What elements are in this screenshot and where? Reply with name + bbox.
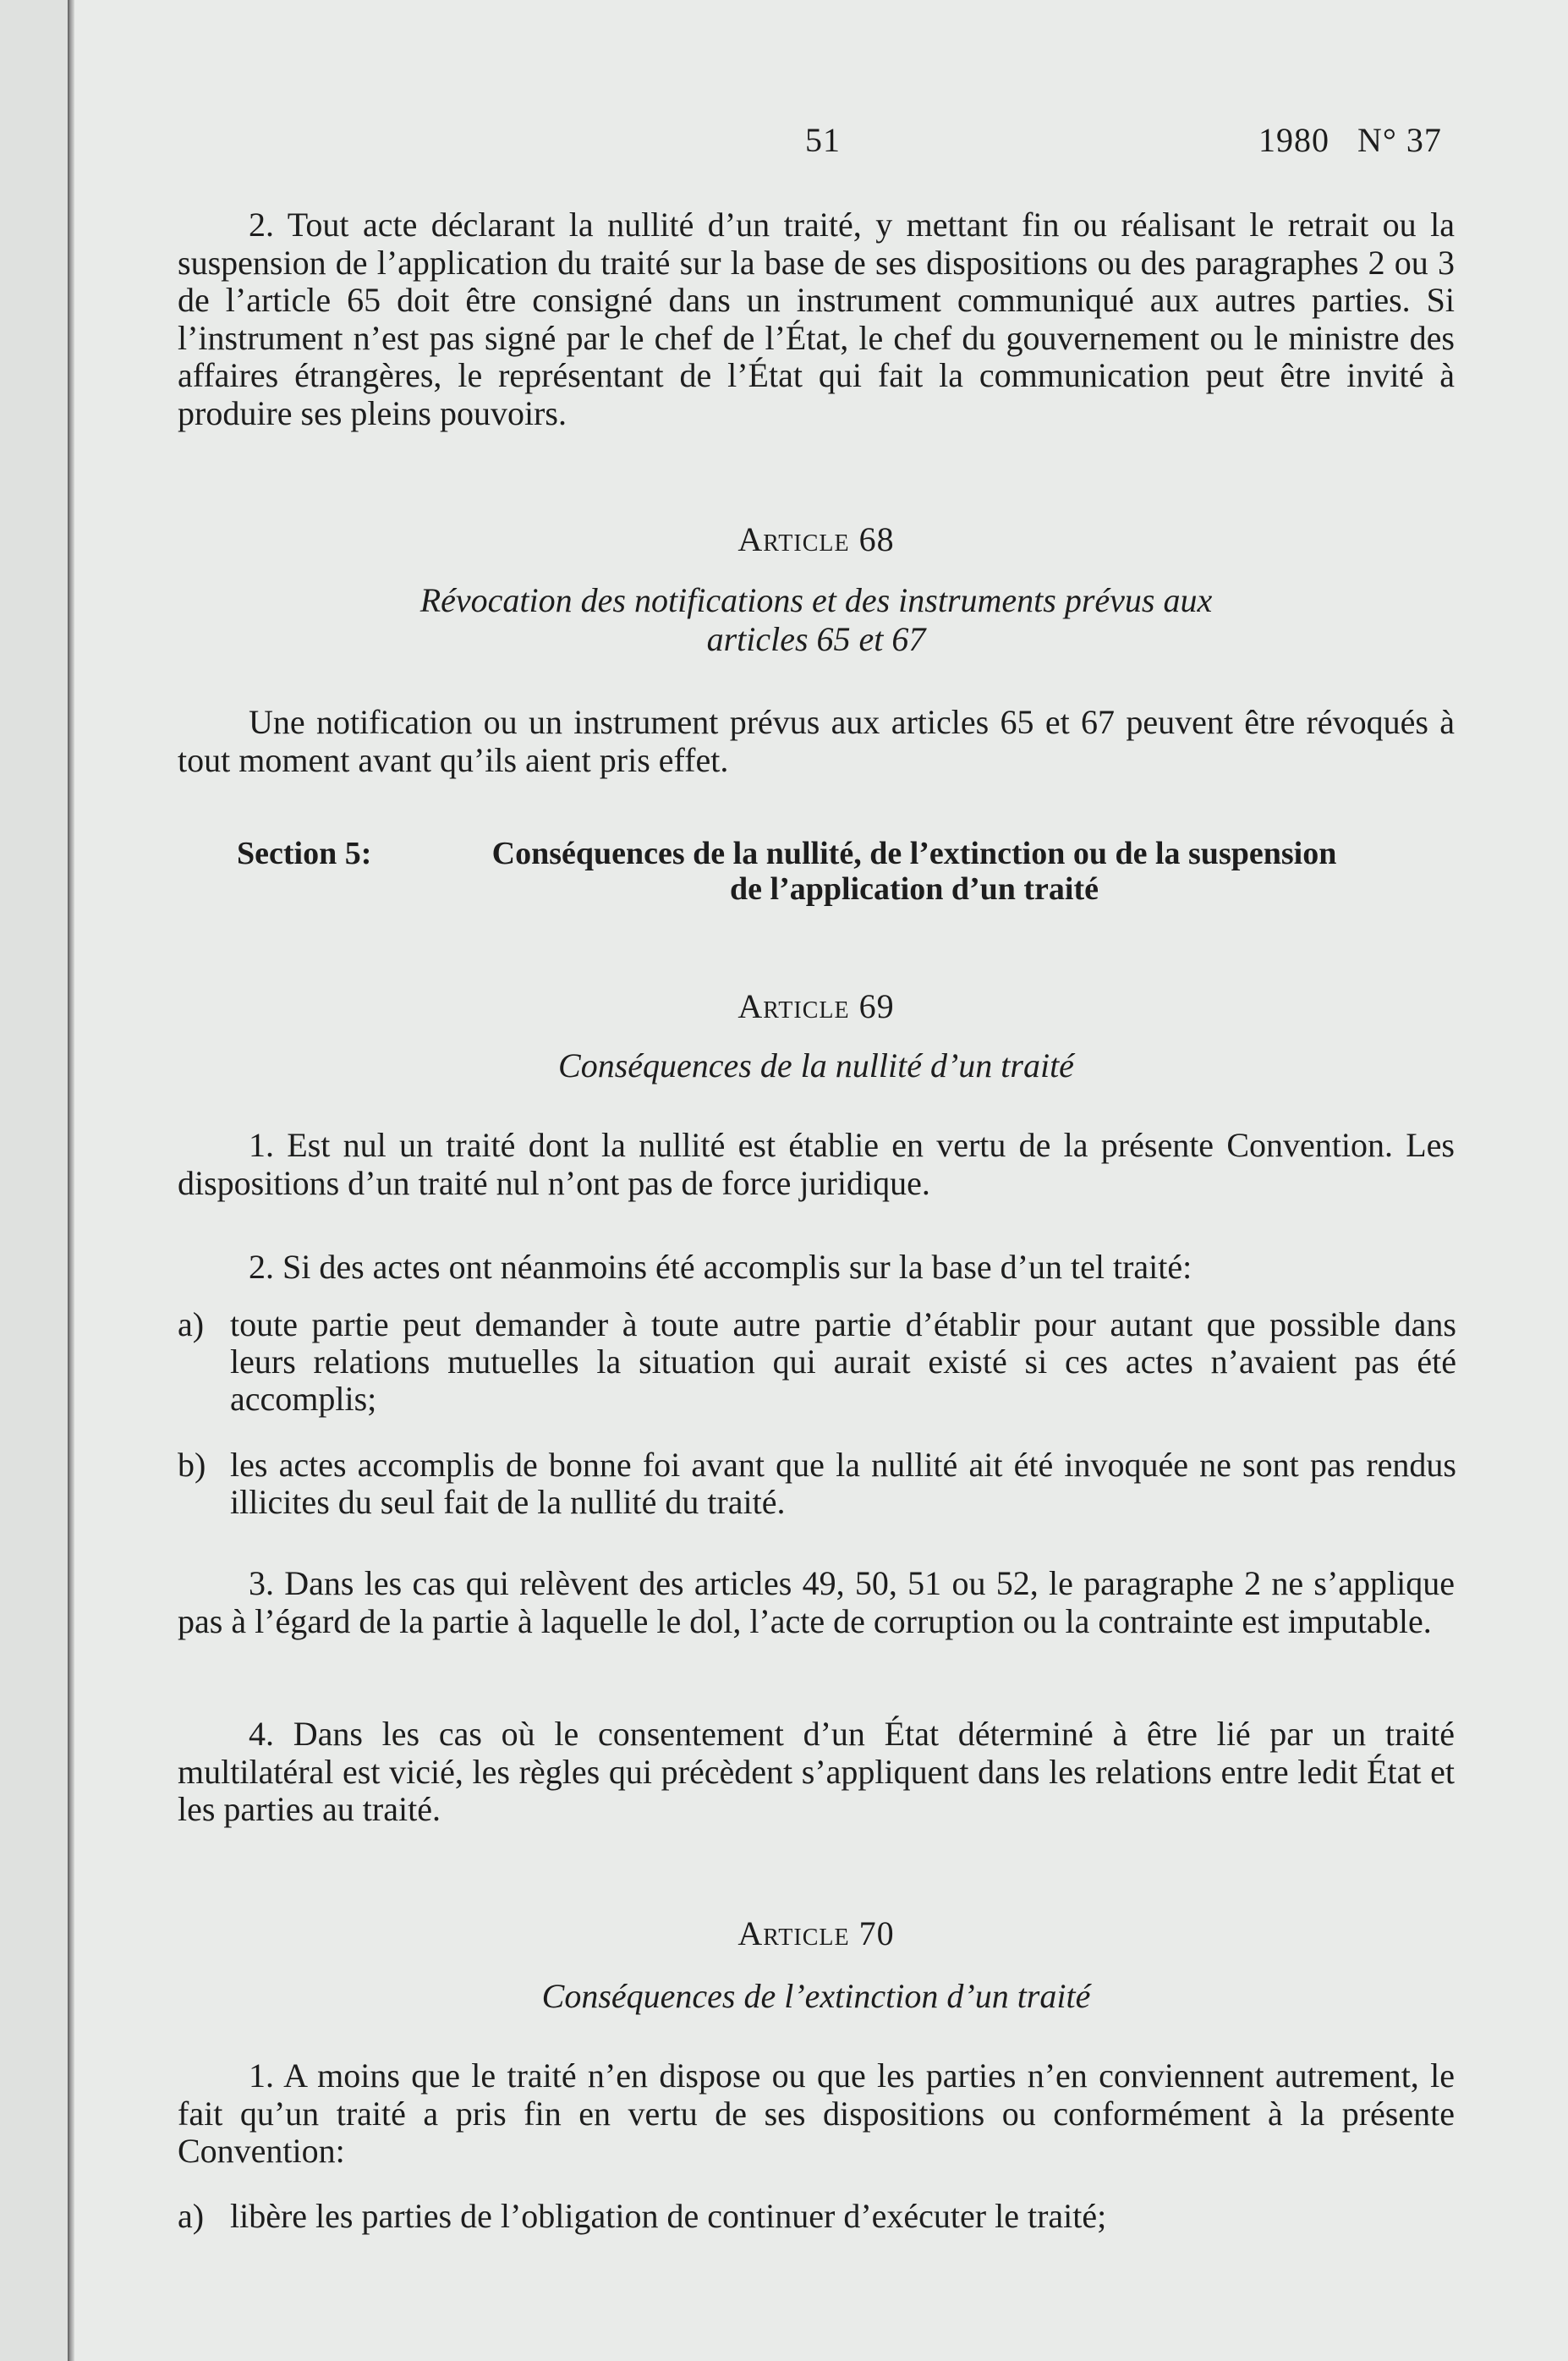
article-70-paragraph-1: 1. A moins que le traité n’en dispose ou que les parties n’en conviennent autrement, le fait qu’un traité a pris fin en vertu de ses dispositions ou conformément à la présente Convention:	[178, 2056, 1455, 2170]
article-68-text: Une notification ou un instrument prévus aux articles 65 et 67 peuvent être révoqués à tout moment avant qu’ils aient pris effet.	[178, 703, 1455, 779]
article-70-item-a	[178, 2197, 1456, 2235]
item-a-label: a)	[178, 2197, 205, 2235]
page-margin	[0, 0, 68, 2361]
section-title-line1: Conséquences de la nullité, de l’extinction ou de la suspension	[491, 836, 1337, 871]
item-a-label: a)	[178, 1305, 205, 1343]
item-a-text: libère les parties de l’obligation de continuer d’exécuter le traité;	[230, 2197, 1107, 2235]
article-67-paragraph-2: 2. Tout acte déclarant la nullité d’un traité, y mettant fin ou réalisant le retrait ou la suspension de l’application du traité sur la base de ses dispositions ou des paragraphes 2 ou 3 de l’article 65 doit être consigné dans un instrument communiqué aux autres parties. Si l’instrument n’est pas signé par le chef de l’État, le chef du gouvernement ou le ministre des affaires étrangères, le représentant de l’État qui fait la communication peut être invité à produire ses pleins pouvoirs.	[178, 206, 1455, 432]
article-68-heading: Article 68	[737, 520, 895, 558]
section-label: Section 5:	[237, 836, 372, 871]
item-b-text: les actes accomplis de bonne foi avant que la nullité ait été invoquée ne sont pas rendus illicites du seul fait de la nullité du traité.	[230, 1446, 1456, 1521]
article-69-paragraph-4: 4. Dans les cas où le consentement d’un État déterminé à être lié par un traité multilatéral est vicié, les règles qui précèdent s’appliquent dans les relations entre ledit État et les parties au traité.	[178, 1715, 1455, 1828]
item-b-label: b)	[178, 1446, 206, 1484]
article-69-paragraph-3: 3. Dans les cas qui relèvent des articles 49, 50, 51 ou 52, le paragraphe 2 ne s’applique pas à l’égard de la partie à laquelle le dol, l’acte de corruption ou la contrainte est imputable.	[178, 1564, 1455, 1640]
article-68-title-line1: Révocation des notifications et des instruments prévus aux	[419, 581, 1213, 619]
article-69-item-b	[178, 1446, 1456, 1521]
article-69-item-a	[178, 1305, 1456, 1418]
article-68-title-line2: articles 65 et 67	[706, 620, 926, 658]
article-70-heading: Article 70	[737, 1914, 895, 1952]
treaty-series-number: 1980 N° 37	[1258, 121, 1442, 159]
article-69-paragraph-1: 1. Est nul un traité dont la nullité est établie en vertu de la présente Convention. Les dispositions d’un traité nul n’ont pas de force juridique.	[178, 1126, 1455, 1202]
article-69-heading: Article 69	[737, 987, 895, 1025]
article-70-title: Conséquences de l’extinction d’un traité	[541, 1977, 1091, 2015]
item-a-text: toute partie peut demander à toute autre partie d’établir pour autant que possible dans leurs relations mutuelles la situation qui aurait existé si ces actes n’avaient pas été accomplis;	[230, 1305, 1456, 1418]
article-69-paragraph-2: 2. Si des actes ont néanmoins été accomplis sur la base d’un tel traité:	[249, 1248, 1192, 1286]
article-69-title: Conséquences de la nullité d’un traité	[558, 1046, 1074, 1084]
page-number: 51	[805, 121, 841, 159]
page-binding-edge	[68, 0, 74, 2361]
section-title-line2: de l’application d’un traité	[730, 871, 1099, 907]
